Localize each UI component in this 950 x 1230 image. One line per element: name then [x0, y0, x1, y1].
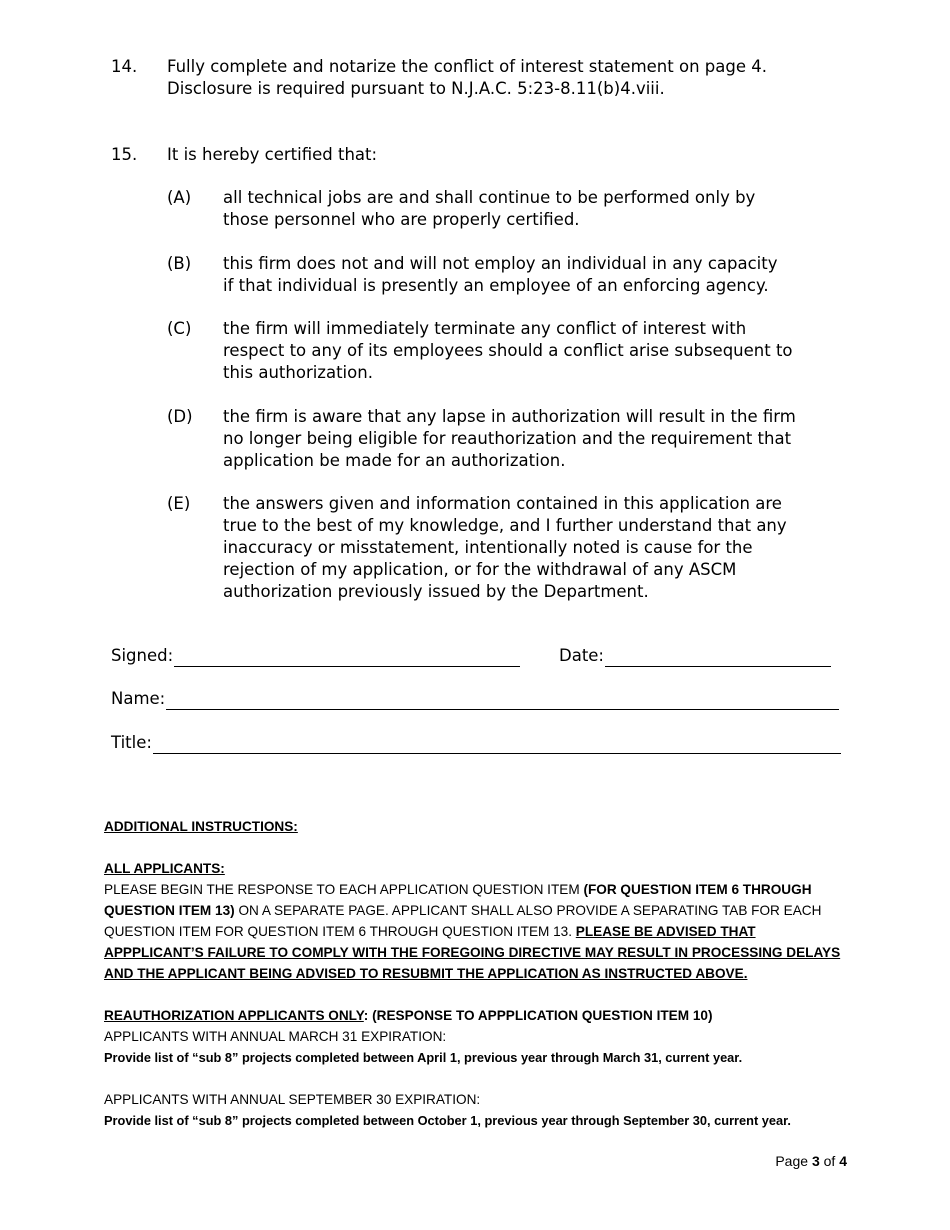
subitem-text: all technical jobs are and shall continue to be performed only by those personnel who are properly certified. [223, 188, 756, 229]
subitem-c [167, 318, 827, 384]
name-row [111, 688, 839, 710]
item-number: 15. [111, 145, 138, 164]
page-number [775, 1153, 847, 1169]
reauth-heading-row [104, 1005, 844, 1026]
march-text: Provide list of “sub 8” projects completed between April 1, previous year through March 31, current year. [104, 1050, 743, 1065]
sept-label: APPLICANTS WITH ANNUAL SEPTEMBER 30 EXPIRATION: [104, 1092, 481, 1107]
subitem-e [167, 493, 827, 603]
page-total: 4 [839, 1153, 847, 1169]
item-text [167, 56, 851, 100]
subitem-letter: (B) [167, 254, 192, 273]
subitem-text: the firm will immediately terminate any conflict of interest with respect to any of its employees should a conflict arise subsequent to this authorization. [223, 319, 793, 382]
date-row [559, 645, 831, 667]
date-field[interactable] [605, 650, 831, 667]
item-14-line-2: Disclosure is required pursuant to N.J.A.C. 5:23-8.11(b)4.viii. [167, 79, 665, 98]
march-label: APPLICANTS WITH ANNUAL MARCH 31 EXPIRATION: [104, 1029, 447, 1044]
item-15-intro: It is hereby certified that: [167, 145, 378, 164]
page-word: Page [775, 1153, 809, 1169]
instructions-heading: ADDITIONAL INSTRUCTIONS: [104, 819, 298, 834]
all-text-part-3: ON A SEPARATE PAGE. APPLICANT SHALL ALSO PROVIDE A SEPARATING TAB FOR EACH QUESTION ITEM FOR QUESTION ITEM 6 THROUGH QUESTION ITEM 13. [104, 903, 822, 939]
subitem-b [167, 253, 827, 297]
title-label: Title: [111, 733, 152, 752]
page-current: 3 [811, 1153, 820, 1169]
date-label: Date: [559, 646, 604, 665]
of-word: of [823, 1153, 836, 1169]
signed-field[interactable] [174, 650, 520, 667]
all-text-part-2: (FOR QUESTION ITEM 6 THROUGH QUESTION ITEM 13) [104, 882, 812, 918]
item-14-line-1: Fully complete and notarize the conflict of interest statement on page 4. [167, 57, 767, 76]
signed-row [111, 645, 520, 667]
subitem-text: the answers given and information contained in this application are true to the best of my knowledge, and I further understand that any inaccuracy or misstatement, intentionally noted is cause for the rejection of my application, or for the withdrawal of any ASCM authorization previously issued by the Department. [223, 494, 787, 601]
title-row [111, 732, 841, 754]
subitem-letter: (E) [167, 494, 191, 513]
reauth-note: (RESPONSE TO APPPLICATION QUESTION ITEM 10) [368, 1008, 713, 1023]
item-number: 14. [111, 57, 138, 76]
subitem-d [167, 406, 827, 472]
item-15 [111, 144, 851, 166]
all-applicants-heading: ALL APPLICANTS: [104, 861, 225, 876]
subitem-letter: (A) [167, 188, 192, 207]
all-text-part-1: PLEASE BEGIN THE RESPONSE TO EACH APPLICATION QUESTION ITEM [104, 882, 584, 897]
item-14 [111, 56, 851, 100]
subitem-text: this firm does not and will not employ an individual in any capacity if that individual is presently an employee of an enforcing agency. [223, 254, 778, 295]
reauth-heading: REAUTHORIZATION APPLICANTS ONLY [104, 1008, 364, 1023]
signed-label: Signed: [111, 646, 174, 665]
sept-text: Provide list of “sub 8” projects completed between October 1, previous year through September 30, current year. [104, 1113, 791, 1128]
all-applicants-text [104, 879, 844, 984]
title-field[interactable] [153, 737, 841, 754]
subitem-a [167, 187, 827, 231]
additional-instructions [104, 816, 844, 1131]
subitem-letter: (C) [167, 319, 192, 338]
all-text-warning: PLEASE BE ADVISED THAT APPPLICANT’S FAILURE TO COMPLY WITH THE FOREGOING DIRECTIVE MAY RESULT IN PROCESSING DELAYS AND THE APPLICANT BEING ADVISED TO RESUBMIT THE APPLICATION AS INSTRUCTED ABOVE. [104, 924, 841, 981]
name-label: Name: [111, 689, 166, 708]
reauth-colon: : [363, 1008, 369, 1023]
subitem-text: the firm is aware that any lapse in authorization will result in the firm no longer being eligible for reauthorization and the requirement that application be made for an authorization. [223, 407, 796, 470]
subitem-letter: (D) [167, 407, 193, 426]
name-field[interactable] [166, 693, 839, 710]
